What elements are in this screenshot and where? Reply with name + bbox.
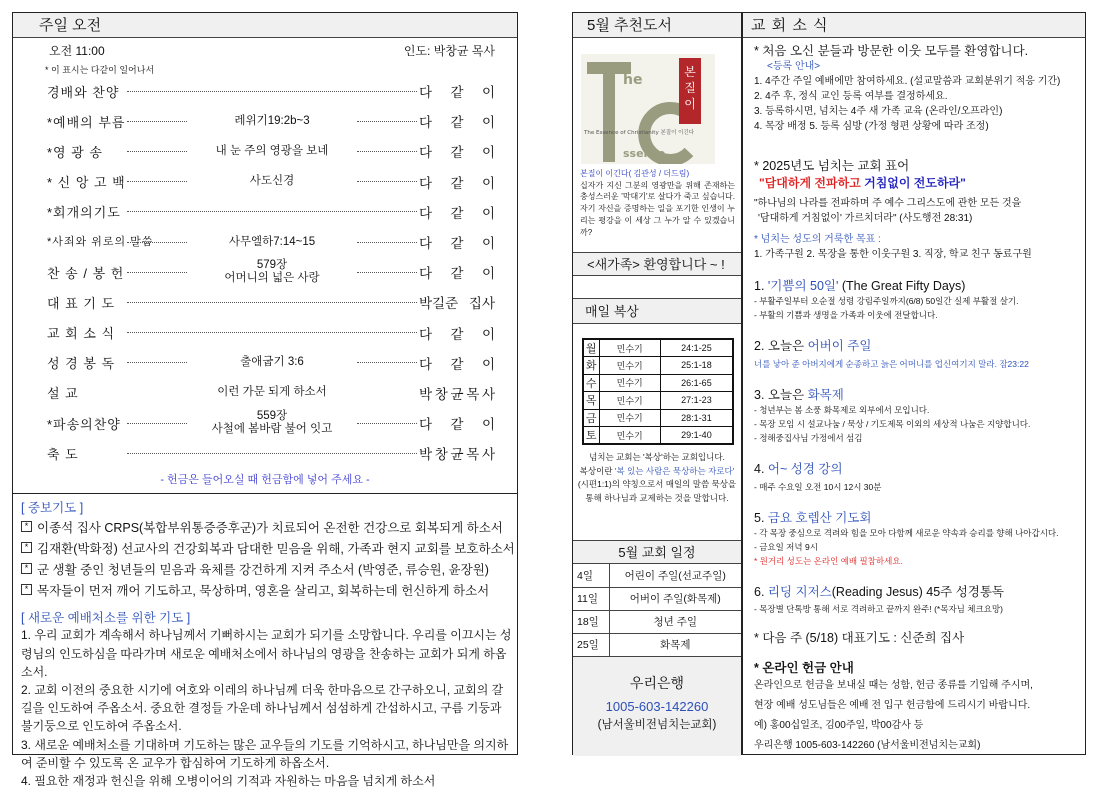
book-cover-text: The Essence of Christianity 본질이 이긴다 bbox=[584, 130, 695, 136]
dotted-leader bbox=[127, 332, 417, 333]
text: 2. 오늘은 bbox=[754, 339, 808, 353]
intercession-title: [ 중보기도 ] bbox=[21, 501, 84, 516]
svg-text:본: 본 bbox=[684, 65, 696, 79]
i1l-list bbox=[743, 294, 1085, 322]
worship-row bbox=[47, 136, 495, 166]
devotion-cell: 25:1-18 bbox=[660, 357, 733, 375]
person-char: 이 bbox=[481, 266, 495, 282]
book-header: 5월 추천도서 bbox=[573, 13, 741, 38]
person-char: 사 bbox=[481, 447, 495, 463]
person-char: 박길준 bbox=[419, 296, 459, 312]
devotion-cell: 월 bbox=[583, 339, 599, 357]
text: '기쁨의 50일' bbox=[767, 279, 839, 293]
intercession-list bbox=[13, 516, 517, 600]
intercession-item bbox=[13, 558, 517, 579]
online-offering-title: * 온라인 헌금 안내 bbox=[754, 661, 854, 675]
worship-item-label: 교 회 소 식 bbox=[47, 326, 116, 342]
worship-row bbox=[47, 197, 495, 227]
text: - 매주 수요일 오전 10시 12시 30분 bbox=[754, 482, 882, 492]
list-line: 2. 4주 후, 정식 교인 등록 여부를 결정하세요. bbox=[754, 91, 948, 102]
worship-row bbox=[47, 257, 495, 287]
worship-item-detail bbox=[189, 356, 355, 369]
person-char: 이 bbox=[481, 236, 495, 252]
worship-row bbox=[47, 76, 495, 106]
dotted-leader bbox=[357, 151, 417, 152]
worship-row bbox=[47, 106, 495, 136]
order-of-worship bbox=[13, 76, 517, 468]
dotted-leader bbox=[127, 423, 187, 424]
schedule-cell: 11일 bbox=[573, 587, 609, 610]
person-char: 다 bbox=[419, 205, 433, 221]
devotion-cell: 28:1-31 bbox=[660, 409, 733, 427]
text: 금요 호렙산 기도회 bbox=[767, 511, 872, 525]
intercession-text: 이종석 집사 CRPS(복합부위통증증후군)가 치료되어 온전한 건강으로 회복되게 하소서 bbox=[37, 520, 503, 535]
worship-item-label: 축 도 bbox=[47, 446, 79, 462]
worship-item-label: 경배와 찬양 bbox=[47, 84, 120, 100]
dotted-leader bbox=[357, 181, 417, 182]
devotion-row bbox=[583, 374, 733, 392]
devotion-title: 매일 복상 bbox=[573, 298, 741, 324]
dotted-leader bbox=[127, 211, 417, 212]
devotion-cell: 화 bbox=[583, 357, 599, 375]
person-char: 박 bbox=[419, 447, 433, 463]
person-char: 같 bbox=[450, 115, 464, 131]
worship-item-person bbox=[419, 413, 495, 433]
worship-row bbox=[47, 408, 495, 438]
devotion-cell: 민수기 bbox=[599, 392, 660, 410]
person-char: 이 bbox=[481, 356, 495, 372]
worship-item-label: * 신 앙 고 백 bbox=[47, 175, 126, 191]
worship-panel bbox=[12, 12, 518, 789]
list-line: 우리은행 1005-603-142260 (남서울비전넘치는교회) bbox=[754, 740, 981, 751]
person-char: 균 bbox=[450, 447, 464, 463]
text: 어~ 성경 강의 bbox=[767, 462, 843, 476]
book-description: 십자가 지신 그분의 영광만을 위해 존재하는 충성스러운 '막대기'로 살다가 죽고 싶습니다. 자기 자신을 증명하는 일을 포기한 인생이 누리는 평강을 이 세상 그 누가 알 수 있겠습니까? bbox=[580, 180, 735, 237]
worship-item-detail bbox=[189, 145, 355, 158]
devotion-cell: 민수기 bbox=[599, 357, 660, 375]
person-char: 다 bbox=[419, 417, 433, 433]
book-title: 본질이 이긴다( 김관성 / 더드림) bbox=[580, 169, 690, 178]
text: '복 있는 사람은 묵상하는 자로다' bbox=[614, 465, 735, 476]
text: (시편1:1)의 약칭으로서 매일의 말씀 묵상을 통해 하나님과 교제하는 것을 말합니다. bbox=[577, 479, 737, 503]
bank-info bbox=[573, 657, 741, 756]
text: * 원거리 성도는 온라인 예배 필참하세요. bbox=[754, 556, 903, 566]
schedule-row bbox=[573, 587, 741, 610]
bank-holder: (남서울비전넘치는교회) bbox=[597, 718, 717, 731]
person-char: 집사 bbox=[468, 296, 495, 312]
person-char: 다 bbox=[419, 85, 433, 101]
worship-item-label: *영 광 송 bbox=[47, 144, 103, 160]
text: 6. bbox=[754, 585, 768, 599]
dotted-leader bbox=[127, 272, 187, 273]
person-char: 같 bbox=[450, 85, 464, 101]
worship-time: 오전 11:00 bbox=[49, 44, 105, 58]
worship-row bbox=[47, 227, 495, 257]
new-venue-title: [ 새로운 예배처소를 위한 기도 ] bbox=[21, 611, 191, 626]
person-char: 다 bbox=[419, 356, 433, 372]
devotion-cell: 29:1-40 bbox=[660, 427, 733, 445]
person-char: 창 bbox=[434, 447, 448, 463]
church-news-panel bbox=[742, 12, 1086, 755]
person-char: 사 bbox=[481, 386, 495, 402]
dotted-leader bbox=[357, 242, 417, 243]
devotion-row bbox=[583, 357, 733, 375]
text: 3. 오늘은 bbox=[754, 388, 808, 402]
schedule-row bbox=[573, 633, 741, 656]
text: 4. bbox=[754, 462, 768, 476]
intercession-item bbox=[13, 579, 517, 600]
worship-title: 주일 오전 bbox=[13, 13, 517, 38]
devotion-row bbox=[583, 427, 733, 445]
intercession-text: 목자들이 먼저 깨어 기도하고, 묵상하며, 영혼을 살리고, 회복하는데 헌신하게 하소서 bbox=[37, 583, 490, 598]
bank-account: 1005-603-142260 bbox=[605, 698, 709, 714]
prayer-paragraph: 3. 새로운 예배처소를 기대하며 기도하는 많은 교우들의 기도를 기억하시고, 하나님만을 의지하여 준비할 수 있도록 온 교우가 합심하여 기도하게 하옵소서. bbox=[21, 737, 509, 770]
worship-row bbox=[47, 438, 495, 468]
devotion-description bbox=[573, 445, 741, 505]
devotion-cell: 수 bbox=[583, 374, 599, 392]
person-char: 같 bbox=[450, 326, 464, 342]
text: "하나님의 나라를 전파하며 주 예수 그리스도에 관한 모든 것을 bbox=[754, 198, 1022, 209]
dotted-leader bbox=[127, 453, 417, 454]
dotted-leader bbox=[127, 91, 417, 92]
checkbox-icon: * bbox=[21, 563, 32, 574]
list-line: 온라인으로 헌금을 보내실 때는 성함, 헌금 종류를 기입해 주시며, bbox=[754, 680, 1033, 691]
person-char: 균 bbox=[450, 386, 464, 402]
prayer-paragraph: 1. 우리 교회가 계속해서 하나님께서 기뻐하시는 교회가 되기를 소망합니다. 우리를 이끄시는 성령님의 인도하심을 따라가며 새로운 예배처소에서 하나님의 영광을 찬송하는 교회가 되게 하옵소서. bbox=[21, 628, 512, 679]
schedule-row bbox=[573, 564, 741, 587]
person-char: 이 bbox=[481, 326, 495, 342]
person-char: 다 bbox=[419, 266, 433, 282]
text: - 목장별 단톡방 통해 서로 격려하고 끝까지 완주! (*목자님 체크요망) bbox=[754, 604, 1003, 614]
checkbox-icon: * bbox=[21, 521, 32, 532]
list-line: - 부활의 기쁨과 생명을 가족과 이웃에 전달합니다. bbox=[754, 310, 938, 320]
welcome-banner: <새가족> 환영합니다 ~ ! bbox=[573, 252, 741, 276]
intercession-item bbox=[13, 537, 517, 558]
devotion-cell: 민수기 bbox=[599, 374, 660, 392]
registration-title: <등록 안내> bbox=[767, 61, 821, 72]
text: 복상이란 bbox=[579, 465, 615, 476]
devotion-cell: 민수기 bbox=[599, 339, 660, 357]
text: 5. bbox=[754, 511, 768, 525]
worship-item-detail bbox=[189, 115, 355, 128]
dotted-leader bbox=[357, 423, 417, 424]
schedule-cell: 화목제 bbox=[609, 633, 741, 656]
worship-row bbox=[47, 287, 495, 317]
text: 화목제 bbox=[807, 388, 844, 402]
worship-item-label: *예배의 부름 bbox=[47, 114, 126, 130]
devotion-cell: 토 bbox=[583, 427, 599, 445]
goal-text: 1. 가족구원 2. 목장을 통한 이웃구원 3. 직장, 학교 친구 동료구원 bbox=[754, 249, 1032, 260]
list-line: 예) 홍00십일조, 김00주일, 박00감사 등 bbox=[754, 720, 924, 731]
worship-item-person bbox=[419, 202, 495, 222]
schedule-row bbox=[573, 610, 741, 633]
dotted-leader bbox=[127, 181, 187, 182]
text: 1. bbox=[754, 279, 768, 293]
worship-item-person bbox=[419, 111, 495, 131]
worship-item-detail bbox=[189, 236, 355, 249]
worship-item-person bbox=[419, 172, 495, 192]
text: 넘치는 교회는 '복상'하는 교회입니다. bbox=[589, 452, 725, 463]
dotted-leader bbox=[357, 362, 417, 363]
detail-line: 이런 가문 되게 하소서 bbox=[217, 386, 327, 399]
news-welcome: * 처음 오신 분들과 방문한 이웃 모두를 환영합니다. bbox=[754, 44, 1029, 58]
list-line: - 각 목장 중심으로 격려와 힘을 모아 다함께 새로운 약속과 승리를 향해 나아갑시다. bbox=[754, 528, 1059, 538]
devotion-cell: 목 bbox=[583, 392, 599, 410]
list-line: - 부활주일부터 오순절 성령 강림주일까지(6/8) 50일간 실제 부활절 살기. bbox=[754, 296, 1019, 306]
devotion-cell: 27:1-23 bbox=[660, 392, 733, 410]
devotion-row bbox=[583, 339, 733, 357]
i5l-list bbox=[743, 526, 1085, 554]
person-char: 이 bbox=[481, 175, 495, 191]
news-title: 교 회 소 식 bbox=[743, 13, 1085, 38]
schedule-title: 5월 교회 일정 bbox=[573, 540, 741, 564]
person-char: 다 bbox=[419, 236, 433, 252]
text: "담대하게 전파하고 bbox=[759, 176, 865, 190]
devotion-cell: 26:1-65 bbox=[660, 374, 733, 392]
schedule-cell: 25일 bbox=[573, 633, 609, 656]
worship-item-person bbox=[419, 383, 495, 403]
worship-item-person bbox=[419, 292, 495, 312]
worship-item-detail bbox=[189, 259, 355, 285]
middle-panel bbox=[572, 12, 742, 755]
worship-item-detail bbox=[189, 410, 355, 436]
detail-line: 레위기19:2b~3 bbox=[234, 114, 310, 127]
worship-item-label: *파송의찬양 bbox=[47, 416, 121, 432]
worship-item-label: 대 표 기 도 bbox=[47, 295, 116, 311]
person-char: 같 bbox=[450, 205, 464, 221]
svg-text:이: 이 bbox=[684, 97, 696, 111]
worship-row bbox=[47, 318, 495, 348]
list-line: 현장 예배 성도님들은 예배 전 입구 헌금함에 드리시기 바랍니다. bbox=[754, 700, 1031, 711]
dotted-leader bbox=[127, 151, 187, 152]
worship-item-person bbox=[419, 262, 495, 282]
worship-item-detail bbox=[189, 175, 355, 188]
text: (Reading Jesus) 45주 성경통독 bbox=[831, 585, 1005, 599]
person-char: 목 bbox=[466, 447, 480, 463]
worship-row bbox=[47, 378, 495, 408]
person-char: 다 bbox=[419, 145, 433, 161]
svg-text:질: 질 bbox=[684, 81, 696, 95]
svg-text:he: he bbox=[623, 72, 643, 88]
person-char: 박 bbox=[419, 386, 433, 402]
worship-item-label: 찬 송 / 봉 헌 bbox=[47, 265, 125, 281]
worship-row bbox=[47, 167, 495, 197]
person-char: 같 bbox=[450, 145, 464, 161]
worship-item-person bbox=[419, 232, 495, 252]
intercession-text: 군 생활 중인 청년들의 믿음과 육체를 강건하게 지켜 주소서 (박영준, 류승원, 윤장원) bbox=[37, 562, 489, 577]
intercession-text: 김재환(박화정) 선교사의 건강회복과 담대한 믿음을 위해, 가족과 현지 교회를 보호하소서 bbox=[37, 541, 515, 556]
worship-item-person bbox=[419, 81, 495, 101]
bank-name: 우리은행 bbox=[629, 674, 685, 691]
worship-item-person bbox=[419, 323, 495, 343]
worship-item-person bbox=[419, 141, 495, 161]
devotion-cell: 민수기 bbox=[599, 409, 660, 427]
motto-verse bbox=[743, 196, 1085, 226]
list-line: - 금요일 저녁 9시 bbox=[754, 542, 818, 552]
dotted-leader bbox=[127, 302, 417, 303]
detail-line: 559장 bbox=[256, 410, 288, 423]
intercession-item bbox=[13, 516, 517, 537]
worship-item-label: 성 경 봉 독 bbox=[47, 356, 116, 372]
person-char: 이 bbox=[481, 85, 495, 101]
devotion-cell: 금 bbox=[583, 409, 599, 427]
checkbox-icon: * bbox=[21, 542, 32, 553]
person-char: 다 bbox=[419, 175, 433, 191]
checkbox-icon: * bbox=[21, 584, 32, 595]
prayer-paragraph: 2. 교회 이전의 중요한 시기에 여호와 이레의 하나님께 더욱 한마음으로 간구하오니, 교회의 갈 길을 인도하여 주옵소서. 중요한 결정들 가운데 하나님께서 섬섬하게 간섭하시고, 구름 기둥과 불기둥으로 인도하여 주옵소서. bbox=[21, 683, 504, 734]
list-line: - 정해중집사님 가정에서 섬김 bbox=[754, 433, 863, 443]
person-char: 같 bbox=[450, 356, 464, 372]
motto-title: * 2025년도 넘치는 교회 표어 bbox=[754, 159, 910, 173]
worship-leader: 인도: 박창균 목사 bbox=[403, 44, 495, 58]
list-line: 4. 목장 배정 5. 등록 심방 (가정 형편 상황에 따라 조정) bbox=[754, 121, 989, 132]
list-line: 3. 등록하시면, 넘치는 4주 새 가족 교육 (온라인/오프라인) bbox=[754, 106, 1003, 117]
person-char: 이 bbox=[481, 115, 495, 131]
schedule-cell: 청년 주일 bbox=[609, 610, 741, 633]
i3l-list bbox=[743, 403, 1085, 445]
detail-line: 579장 bbox=[256, 259, 288, 272]
detail-line: 내 눈 주의 영광을 보네 bbox=[215, 144, 329, 157]
list-line: - 목장 모임 시 설교나눔 / 묵상 / 기도제목 이외의 세상적 나눔은 지양합니다. bbox=[754, 419, 1031, 429]
dotted-leader bbox=[357, 121, 417, 122]
reg-list bbox=[743, 74, 1085, 134]
person-char: 창 bbox=[434, 386, 448, 402]
worship-item-detail bbox=[189, 386, 355, 399]
schedule-cell: 18일 bbox=[573, 610, 609, 633]
dotted-leader bbox=[127, 121, 187, 122]
text: 거침없이 전도하라" bbox=[864, 176, 966, 190]
text: (The Great Fifty Days) bbox=[838, 279, 966, 293]
person-char: 목 bbox=[466, 386, 480, 402]
goal-title: * 넘치는 성도의 거룩한 목표 : bbox=[754, 234, 881, 245]
standing-note: * 이 표시는 다같이 일어나서 bbox=[45, 65, 155, 75]
dotted-leader bbox=[127, 242, 187, 243]
person-char: 같 bbox=[450, 417, 464, 433]
list-line: - 청년부는 봄 소풍 화목제로 외부에서 모입니다. bbox=[754, 405, 930, 415]
person-char: 같 bbox=[450, 175, 464, 191]
person-char: 이 bbox=[481, 205, 495, 221]
text: '담대하게 거침없이' 가르치더라" (사도행전 28:31) bbox=[758, 213, 973, 224]
schedule-cell: 어린이 주일(선교주일) bbox=[609, 564, 741, 587]
svg-text:ssence: ssence bbox=[623, 147, 666, 160]
worship-item-label: *사죄와 위로의 말씀 bbox=[47, 235, 154, 248]
devotion-table bbox=[582, 338, 734, 445]
next-week-prayer: * 다음 주 (5/18) 대표기도 : 신준희 집사 bbox=[754, 631, 965, 645]
schedule-cell: 어버이 주일(화목제) bbox=[609, 587, 741, 610]
worship-item-person bbox=[419, 443, 495, 463]
dotted-leader bbox=[127, 362, 187, 363]
person-char: 다 bbox=[419, 326, 433, 342]
worship-item-label: *회개의기도 bbox=[47, 205, 121, 221]
detail-line: 어머니의 넓은 사랑 bbox=[224, 272, 320, 285]
devotion-row bbox=[583, 392, 733, 410]
detail-line: 사철에 봄바람 불어 잇고 bbox=[211, 423, 333, 436]
list-line: 1. 4주간 주일 예배에만 참여하세요. (설교말씀과 교회분위기 적응 기간) bbox=[754, 76, 1061, 87]
person-char: 같 bbox=[450, 266, 464, 282]
dotted-leader bbox=[357, 272, 417, 273]
detail-line: 사무엘하7:14~15 bbox=[228, 235, 316, 248]
devotion-cell: 민수기 bbox=[599, 427, 660, 445]
text: 어버이 주일 bbox=[807, 339, 872, 353]
offering-note: - 헌금은 들어오실 때 헌금함에 넣어 주세요 - bbox=[160, 474, 370, 487]
schedule-table bbox=[573, 564, 741, 657]
online-list bbox=[743, 676, 1085, 756]
schedule-cell: 4일 bbox=[573, 564, 609, 587]
detail-line: 출애굽기 3:6 bbox=[240, 356, 304, 369]
person-char: 같 bbox=[450, 236, 464, 252]
devotion-row bbox=[583, 409, 733, 427]
book-cover-image bbox=[581, 54, 715, 164]
person-char: 다 bbox=[419, 115, 433, 131]
detail-line: 사도신경 bbox=[249, 175, 295, 188]
worship-item-label: 설 교 bbox=[47, 386, 79, 402]
prayer-paragraph: 4. 필요한 재정과 헌신을 위해 오병이어의 기적과 자원하는 마음을 넘치게 하소서 bbox=[21, 774, 436, 789]
text: 너를 낳아 준 아버지에게 순종하고 늙은 어머니를 업신여기지 말라. 잠23:22 bbox=[754, 359, 1029, 369]
person-char: 이 bbox=[481, 145, 495, 161]
worship-item-person bbox=[419, 353, 495, 373]
devotion-cell: 24:1-25 bbox=[660, 339, 733, 357]
worship-row bbox=[47, 348, 495, 378]
person-char: 이 bbox=[481, 417, 495, 433]
text: 리딩 지저스 bbox=[767, 585, 832, 599]
new-venue-prayers bbox=[13, 626, 517, 790]
